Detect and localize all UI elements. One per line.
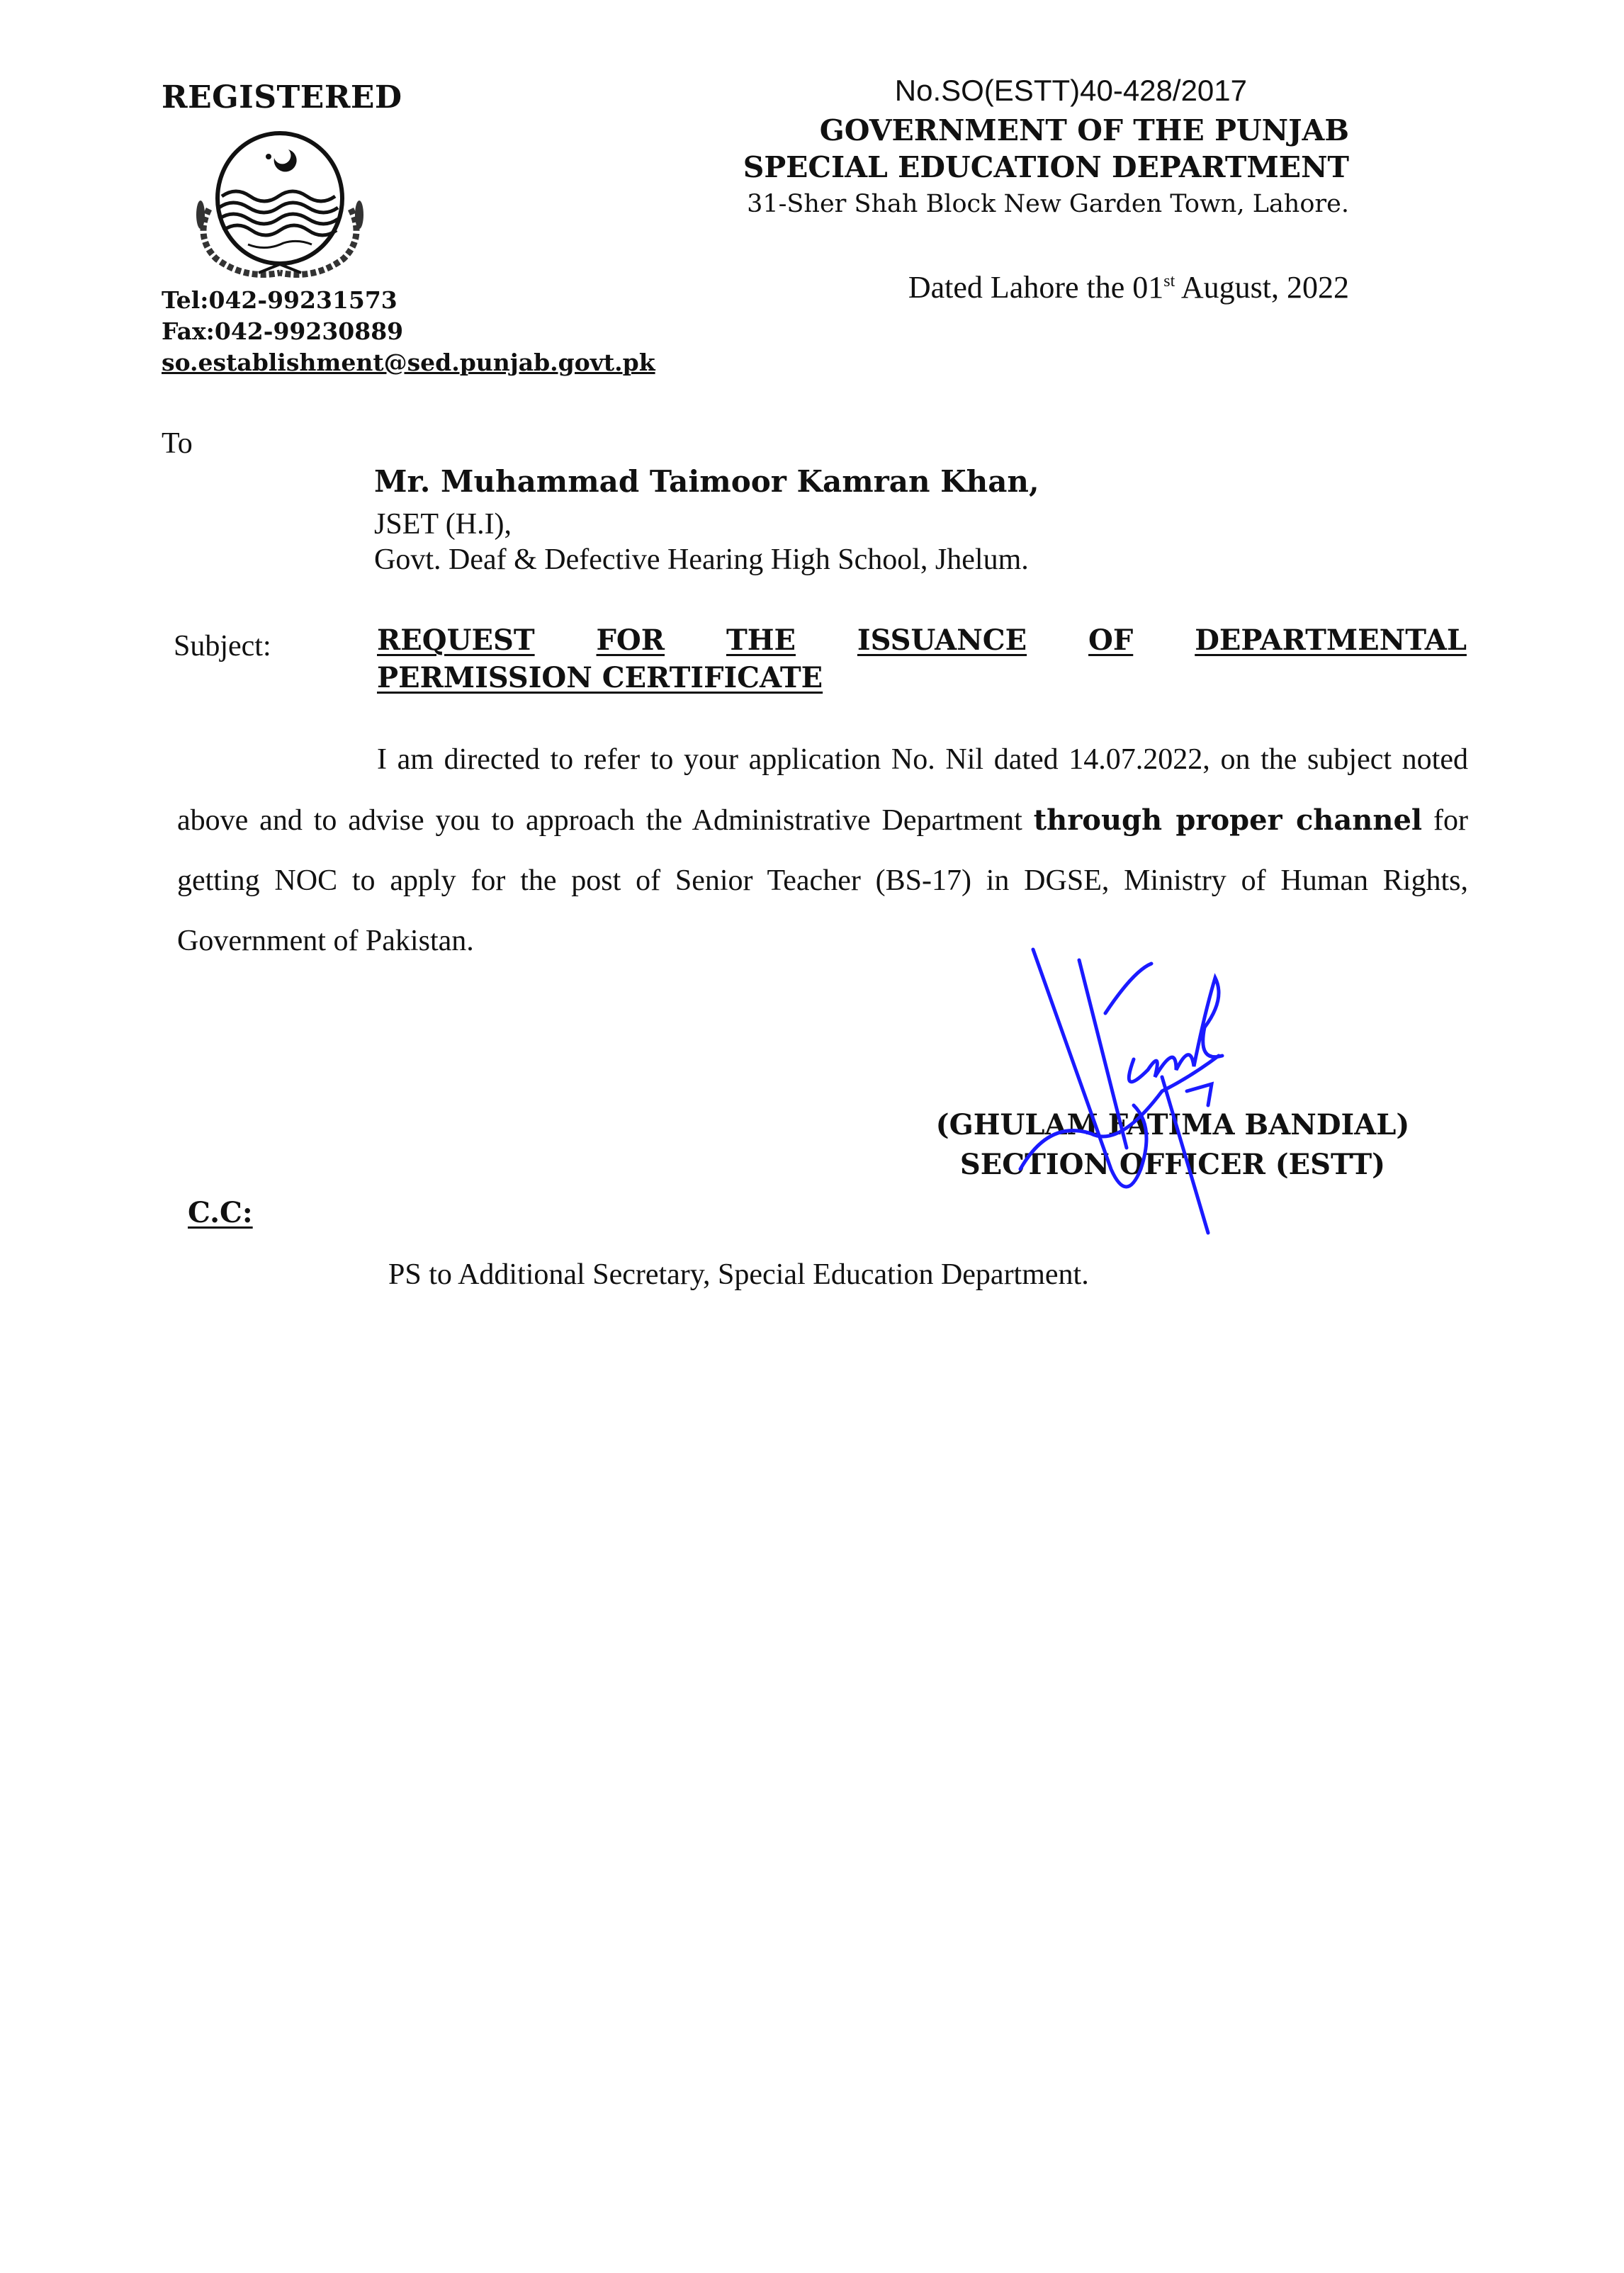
cc-label: C.C: (188, 1196, 253, 1229)
reference-number: No.SO(ESTT)40-428/2017 (894, 74, 1247, 107)
subject-line-1: REQUEST FOR THE ISSUANCE OF DEPARTMENTAL (377, 624, 1467, 657)
cc-recipient: PS to Additional Secretary, Special Education Department. (388, 1258, 1089, 1291)
signature-icon (992, 935, 1389, 1247)
body-paragraph: I am directed to refer to your application No. Nil dated 14.07.2022, on the subject noted above and to advise you to approach the Administrative Department through proper channel for getting NOC to apply for the post of Senior Teacher (BS-17) in DGSE, Ministry of Human Rights, Government of Pakistan. (177, 743, 1468, 957)
signatory-name: (GHULAM FATIMA BANDIAL) (935, 1108, 1410, 1141)
emphasis-text: through proper channel (1033, 803, 1423, 837)
recipient-designation: JSET (H.I), (374, 508, 512, 541)
signatory-title: SECTION OFFICER (ESTT) (959, 1148, 1386, 1181)
subject-label: Subject: (174, 630, 271, 662)
to-label: To (162, 427, 193, 460)
government-heading: GOVERNMENT OF THE PUNJAB (819, 113, 1349, 147)
registered-label: REGISTERED (162, 79, 402, 115)
fax-number: Fax:042-99230889 (162, 317, 404, 345)
department-address: 31-Sher Shah Block New Garden Town, Lahore. (747, 190, 1349, 218)
email-link[interactable]: so.establishment@sed.punjab.govt.pk (162, 349, 655, 376)
telephone-number: Tel:042-99231573 (162, 286, 397, 314)
punjab-government-emblem-icon (181, 131, 379, 283)
recipient-name: Mr. Muhammad Taimoor Kamran Khan, (374, 464, 1039, 499)
date-line: Dated Lahore the 01st August, 2022 (908, 270, 1349, 305)
recipient-institution: Govt. Deaf & Defective Hearing High School, Jhelum. (374, 543, 1029, 576)
subject-heading (377, 624, 1467, 694)
subject-line-2: PERMISSION CERTIFICATE (377, 661, 823, 694)
department-heading: SPECIAL EDUCATION DEPARTMENT (743, 150, 1349, 184)
